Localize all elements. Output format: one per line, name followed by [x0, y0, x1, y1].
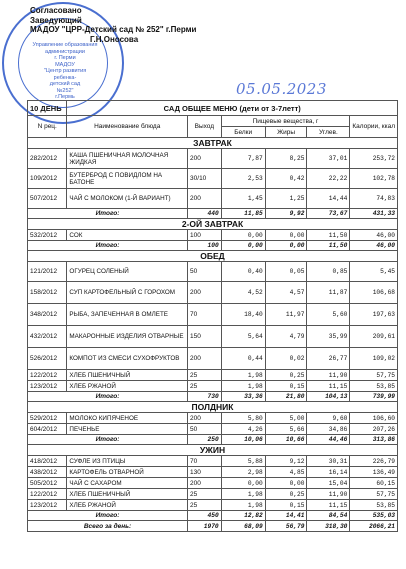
carbs-value: 5,60: [307, 304, 350, 326]
header-fat: Жиры: [265, 127, 307, 138]
header-name: Наименование блюда: [67, 116, 188, 138]
protein-value: 1,98: [221, 489, 265, 500]
dish-yield: 70: [188, 456, 222, 467]
total-row: [28, 241, 398, 251]
total-row: [28, 511, 398, 521]
dish-name: ХЛЕБ РЖАНОЙ: [67, 381, 188, 392]
table-row: [28, 370, 398, 381]
dish-yield: 25: [188, 370, 222, 381]
grand-total-row: [28, 521, 398, 532]
dish-yield: 50: [188, 262, 222, 282]
calories-value: 226,79: [350, 456, 398, 467]
dish-yield: 200: [188, 149, 222, 169]
calories-value: 106,68: [350, 282, 398, 304]
dish-yield: 200: [188, 478, 222, 489]
carbs-value: 37,01: [307, 149, 350, 169]
section-header: [28, 219, 398, 230]
total-calories: 313,86: [350, 435, 398, 445]
dish-name: РЫБА, ЗАПЕЧЕННАЯ В ОМЛЕТЕ: [67, 304, 188, 326]
carbs-value: 11,15: [307, 381, 350, 392]
dish-name: ХЛЕБ ПШЕНИЧНЫЙ: [67, 370, 188, 381]
dish-yield: 130: [188, 467, 222, 478]
fat-value: 0,05: [265, 262, 307, 282]
fat-value: 5,66: [265, 424, 307, 435]
calories-value: 209,61: [350, 326, 398, 348]
dish-name: МАКАРОННЫЕ ИЗДЕЛИЯ ОТВАРНЫЕ: [67, 326, 188, 348]
section-title: ПОЛДНИК: [28, 402, 398, 413]
calories-value: 197,63: [350, 304, 398, 326]
stamp-text-line: г. Перми: [54, 55, 76, 61]
day-label: 10 ДЕНЬ: [28, 101, 67, 116]
grand-total-yield: 1970: [188, 521, 222, 532]
stamp-text-line: г.Пермь: [55, 94, 75, 100]
carbs-value: 0,85: [307, 262, 350, 282]
dish-yield: 25: [188, 489, 222, 500]
section-title: ОБЕД: [28, 251, 398, 262]
table-row: [28, 500, 398, 511]
calories-value: 53,85: [350, 381, 398, 392]
recipe-number: 348/2012: [28, 304, 67, 326]
dish-yield: 200: [188, 413, 222, 424]
protein-value: 5,88: [221, 456, 265, 467]
table-row: [28, 304, 398, 326]
calories-value: 136,49: [350, 467, 398, 478]
calories-value: 74,83: [350, 189, 398, 209]
institution-line: МАДОУ "ЦРР-Детский сад № 252" г.Перми: [30, 25, 197, 34]
protein-value: 0,00: [221, 230, 265, 241]
protein-value: 2,98: [221, 467, 265, 478]
dish-name: КОМПОТ ИЗ СМЕСИ СУХОФРУКТОВ: [67, 348, 188, 370]
total-row: [28, 435, 398, 445]
carbs-value: 11,87: [307, 282, 350, 304]
section-header: [28, 445, 398, 456]
protein-value: 0,44: [221, 348, 265, 370]
header-carbs: Углев.: [307, 127, 350, 138]
stamp-text-line: "Центр развития: [43, 68, 87, 74]
calories-value: 106,60: [350, 413, 398, 424]
grand-total-fat: 56,79: [265, 521, 307, 532]
total-label: Итого:: [28, 392, 188, 402]
total-label: Итого:: [28, 435, 188, 445]
protein-value: 4,52: [221, 282, 265, 304]
carbs-value: 11,15: [307, 500, 350, 511]
table-row: [28, 262, 398, 282]
recipe-number: 505/2012: [28, 478, 67, 489]
total-protein: 33,36: [221, 392, 265, 402]
protein-value: 1,98: [221, 381, 265, 392]
total-carbs: 11,50: [307, 241, 350, 251]
protein-value: 0,40: [221, 262, 265, 282]
header-recipe: N рец.: [28, 116, 67, 138]
table-row: [28, 149, 398, 169]
table-row: [28, 189, 398, 209]
dish-name: СУФЛЕ ИЗ ПТИЦЫ: [67, 456, 188, 467]
recipe-number: 438/2012: [28, 467, 67, 478]
stamp-text-line: №252": [56, 87, 74, 94]
table-row: [28, 413, 398, 424]
carbs-value: 16,14: [307, 467, 350, 478]
dish-yield: 200: [188, 282, 222, 304]
dish-yield: 200: [188, 189, 222, 209]
carbs-value: 15,04: [307, 478, 350, 489]
protein-value: 1,98: [221, 500, 265, 511]
total-yield: 730: [188, 392, 222, 402]
protein-value: 4,26: [221, 424, 265, 435]
total-protein: 11,85: [221, 209, 265, 219]
dish-yield: 150: [188, 326, 222, 348]
calories-value: 53,85: [350, 500, 398, 511]
calories-value: 5,45: [350, 262, 398, 282]
dish-yield: 70: [188, 304, 222, 326]
recipe-number: 418/2012: [28, 456, 67, 467]
stamp-text-line: администрации: [45, 48, 85, 55]
fat-value: 0,15: [265, 381, 307, 392]
section-header: [28, 251, 398, 262]
fat-value: 4,85: [265, 467, 307, 478]
stamp-text: [16, 42, 114, 101]
dish-name: ЧАЙ С МОЛОКОМ (1-Й ВАРИАНТ): [67, 189, 188, 209]
recipe-number: 529/2012: [28, 413, 67, 424]
table-row: [28, 489, 398, 500]
grand-total-calories: 2066,21: [350, 521, 398, 532]
dish-name: СОК: [67, 230, 188, 241]
recipe-number: 158/2012: [28, 282, 67, 304]
stamp-text-line: ребенка-: [53, 74, 77, 81]
fat-value: 0,42: [265, 169, 307, 189]
fat-value: 0,25: [265, 370, 307, 381]
dish-name: КАРТОФЕЛЬ ОТВАРНОЙ: [67, 467, 188, 478]
dish-yield: 200: [188, 348, 222, 370]
total-label: Итого:: [28, 209, 188, 219]
calories-value: 109,02: [350, 348, 398, 370]
fat-value: 4,57: [265, 282, 307, 304]
table-row: [28, 467, 398, 478]
dish-name: ПЕЧЕНЬЕ: [67, 424, 188, 435]
stamp-text-line: МАДОУ: [55, 61, 75, 68]
dish-name: СУП КАРТОФЕЛЬНЫЙ С ГОРОХОМ: [67, 282, 188, 304]
total-row: [28, 209, 398, 219]
table-row: [28, 169, 398, 189]
table-row: [28, 424, 398, 435]
stamp-text-line: Управление образования: [32, 42, 98, 48]
fat-value: 0,25: [265, 489, 307, 500]
carbs-value: 22,22: [307, 169, 350, 189]
carbs-value: 11,90: [307, 370, 350, 381]
fat-value: 1,25: [265, 189, 307, 209]
header-nutrients: Пищевые вещества, г: [221, 116, 350, 127]
dish-yield: 30/10: [188, 169, 222, 189]
calories-value: 253,72: [350, 149, 398, 169]
recipe-number: 507/2012: [28, 189, 67, 209]
protein-value: 18,40: [221, 304, 265, 326]
carbs-value: 35,99: [307, 326, 350, 348]
fat-value: 9,12: [265, 456, 307, 467]
total-row: [28, 392, 398, 402]
total-fat: 14,41: [265, 511, 307, 521]
protein-value: 1,98: [221, 370, 265, 381]
carbs-value: 11,50: [307, 230, 350, 241]
total-fat: 0,00: [265, 241, 307, 251]
carbs-value: 26,77: [307, 348, 350, 370]
dish-name: ХЛЕБ РЖАНОЙ: [67, 500, 188, 511]
total-label: Итого:: [28, 241, 188, 251]
section-header: [28, 138, 398, 149]
total-calories: 431,33: [350, 209, 398, 219]
grand-total-label: Всего за день:: [28, 521, 188, 532]
signatory-line: Г.Н.Оносова: [90, 34, 139, 44]
fat-value: 0,00: [265, 230, 307, 241]
header-protein: Белки: [221, 127, 265, 138]
total-carbs: 104,13: [307, 392, 350, 402]
section-title: УЖИН: [28, 445, 398, 456]
protein-value: 7,87: [221, 149, 265, 169]
recipe-number: 282/2012: [28, 149, 67, 169]
carbs-value: 9,60: [307, 413, 350, 424]
dish-yield: 25: [188, 500, 222, 511]
table-row: [28, 348, 398, 370]
protein-value: 0,00: [221, 478, 265, 489]
menu-table: [27, 100, 398, 532]
recipe-number: 122/2012: [28, 370, 67, 381]
calories-value: 102,78: [350, 169, 398, 189]
carbs-value: 14,44: [307, 189, 350, 209]
grand-total-carbs: 318,30: [307, 521, 350, 532]
total-yield: 440: [188, 209, 222, 219]
protein-value: 1,45: [221, 189, 265, 209]
table-row: [28, 282, 398, 304]
menu-table-body: [28, 101, 398, 532]
carbs-value: 34,86: [307, 424, 350, 435]
table-row: [28, 478, 398, 489]
total-protein: 0,00: [221, 241, 265, 251]
dish-name: МОЛОКО КИПЯЧЕНОЕ: [67, 413, 188, 424]
total-fat: 10,66: [265, 435, 307, 445]
recipe-number: 532/2012: [28, 230, 67, 241]
fat-value: 4,79: [265, 326, 307, 348]
dish-yield: 25: [188, 381, 222, 392]
header-yield: Выход: [188, 116, 222, 138]
grand-total-protein: 68,09: [221, 521, 265, 532]
position-line: Заведующий: [30, 15, 82, 25]
table-row: [28, 381, 398, 392]
protein-value: 2,53: [221, 169, 265, 189]
dish-yield: 50: [188, 424, 222, 435]
recipe-number: 526/2012: [28, 348, 67, 370]
fat-value: 0,00: [265, 478, 307, 489]
total-protein: 12,82: [221, 511, 265, 521]
dish-name: ХЛЕБ ПШЕНИЧНЫЙ: [67, 489, 188, 500]
recipe-number: 123/2012: [28, 381, 67, 392]
total-calories: 46,00: [350, 241, 398, 251]
protein-value: 5,64: [221, 326, 265, 348]
table-row: [28, 230, 398, 241]
menu-title: САД ОБЩЕЕ МЕНЮ (дети от 3-7летт): [67, 101, 398, 116]
fat-value: 0,02: [265, 348, 307, 370]
calories-value: 207,26: [350, 424, 398, 435]
total-carbs: 84,54: [307, 511, 350, 521]
header-calories: Калории, ккал: [350, 116, 398, 138]
total-yield: 450: [188, 511, 222, 521]
protein-value: 5,80: [221, 413, 265, 424]
dish-yield: 100: [188, 230, 222, 241]
recipe-number: 123/2012: [28, 500, 67, 511]
stamp-text-line: детский сад: [49, 81, 81, 87]
recipe-number: 604/2012: [28, 424, 67, 435]
fat-value: 5,00: [265, 413, 307, 424]
carbs-value: 30,31: [307, 456, 350, 467]
fat-value: 11,97: [265, 304, 307, 326]
calories-value: 57,75: [350, 370, 398, 381]
fat-value: 8,25: [265, 149, 307, 169]
table-row: [28, 326, 398, 348]
total-protein: 10,06: [221, 435, 265, 445]
total-carbs: 44,46: [307, 435, 350, 445]
recipe-number: 121/2012: [28, 262, 67, 282]
section-header: [28, 402, 398, 413]
calories-value: 46,00: [350, 230, 398, 241]
approval-line: Согласовано: [30, 6, 82, 15]
total-calories: 739,99: [350, 392, 398, 402]
handwritten-date: 05.05.2023: [236, 80, 327, 98]
total-calories: 535,03: [350, 511, 398, 521]
total-fat: 9,92: [265, 209, 307, 219]
dish-name: ОГУРЕЦ СОЛЕНЫЙ: [67, 262, 188, 282]
approval-header: [30, 6, 196, 44]
dish-name: ЧАЙ С САХАРОМ: [67, 478, 188, 489]
section-title: ЗАВТРАК: [28, 138, 398, 149]
dish-name: БУТЕРБРОД С ПОВИДЛОМ НА БАТОНЕ: [67, 169, 188, 189]
section-title: 2-ОЙ ЗАВТРАК: [28, 219, 398, 230]
calories-value: 60,15: [350, 478, 398, 489]
recipe-number: 109/2012: [28, 169, 67, 189]
dish-name: КАША ПШЕНИЧНАЯ МОЛОЧНАЯ ЖИДКАЯ: [67, 149, 188, 169]
total-yield: 250: [188, 435, 222, 445]
total-yield: 100: [188, 241, 222, 251]
total-fat: 21,80: [265, 392, 307, 402]
carbs-value: 11,90: [307, 489, 350, 500]
recipe-number: 122/2012: [28, 489, 67, 500]
calories-value: 57,75: [350, 489, 398, 500]
total-carbs: 73,67: [307, 209, 350, 219]
fat-value: 0,15: [265, 500, 307, 511]
total-label: Итого:: [28, 511, 188, 521]
recipe-number: 432/2012: [28, 326, 67, 348]
table-row: [28, 456, 398, 467]
